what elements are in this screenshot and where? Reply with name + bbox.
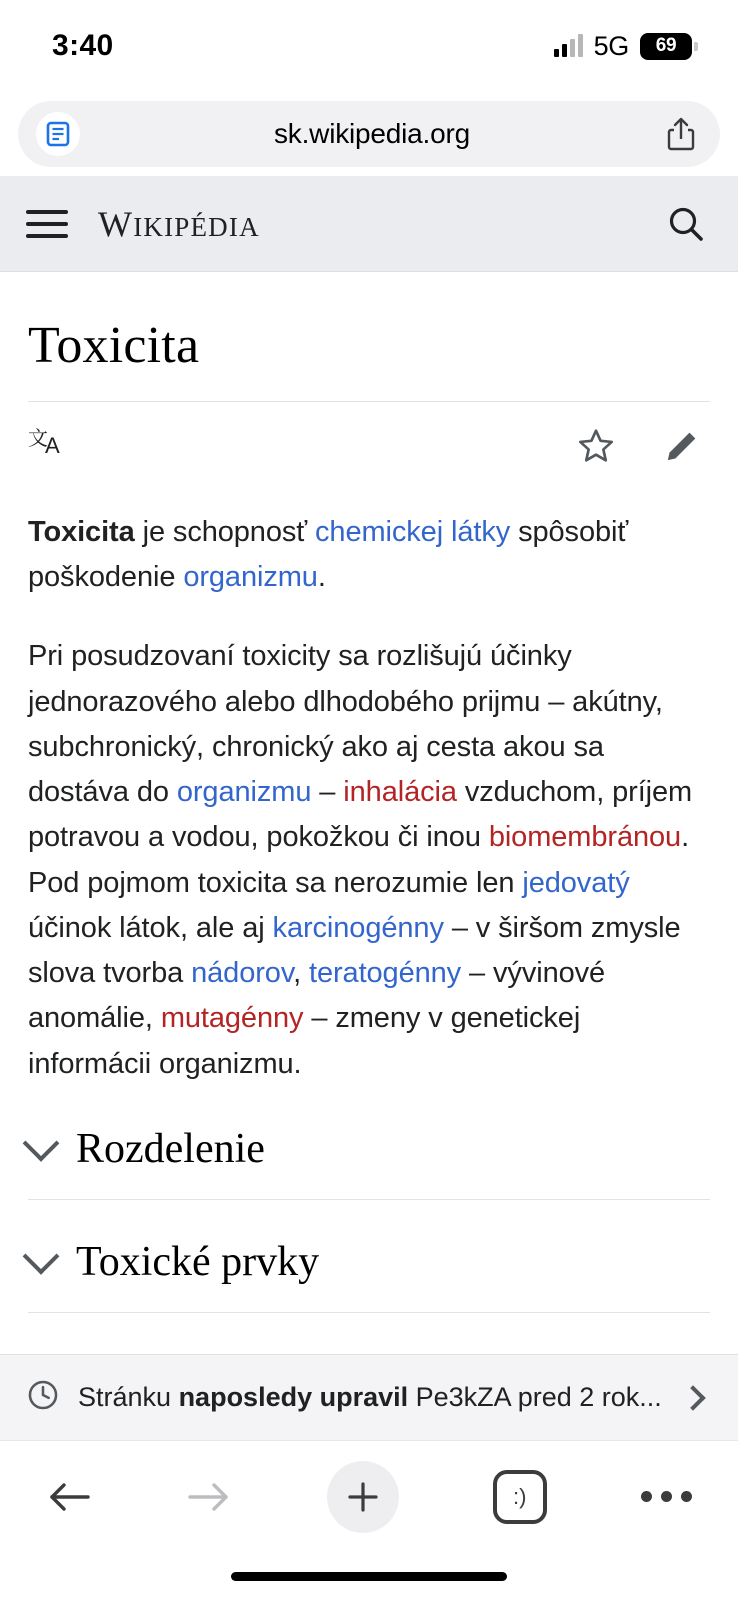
- network-type-label: 5G: [593, 30, 629, 61]
- link-mutagenny[interactable]: mutagénny: [160, 1002, 304, 1035]
- lead-bold-term: Toxicita: [28, 516, 135, 548]
- link-organizmu-2[interactable]: organizmu: [176, 776, 312, 809]
- page-title: Toxicita: [28, 317, 200, 374]
- battery-percent: 69: [655, 35, 677, 56]
- star-watch-icon[interactable]: [576, 426, 616, 471]
- last-edited-text: [78, 1382, 666, 1413]
- body-text-8: – vývinové anomálie,: [28, 957, 606, 1035]
- link-organizmu-1[interactable]: organizmu: [183, 561, 318, 594]
- forward-arrow-icon[interactable]: [186, 1477, 232, 1517]
- last-edited-bar[interactable]: [0, 1354, 738, 1440]
- address-bar[interactable]: [18, 101, 720, 167]
- body-text-6: – v širšom zmysle slova tvorba: [28, 911, 681, 990]
- lead-paragraph: [28, 510, 710, 600]
- tabs-button[interactable]: [493, 1470, 547, 1524]
- body-text-3: vzduchom, príjem potravou a vodou, pokožkou či inou: [28, 776, 693, 854]
- language-icon[interactable]: [28, 425, 72, 472]
- tabs-label: :): [513, 1483, 527, 1509]
- link-inhalacia[interactable]: inhalácia: [343, 776, 457, 809]
- article-toolbar: [28, 402, 710, 494]
- link-chemickej-latky[interactable]: chemickej látky: [315, 516, 511, 548]
- section-divider-2: [28, 1312, 710, 1313]
- link-nadorov[interactable]: nádorov: [191, 957, 294, 990]
- body-text-2: –: [311, 776, 344, 809]
- status-indicators: [554, 31, 692, 62]
- more-ellipsis-icon[interactable]: [641, 1491, 692, 1502]
- home-indicator[interactable]: [231, 1572, 507, 1581]
- link-teratogenny[interactable]: teratogénny: [309, 957, 462, 990]
- signal-bars-icon: [554, 35, 583, 57]
- section-title: Toxické prvky: [76, 1238, 320, 1285]
- le-prefix: Stránku: [78, 1382, 179, 1412]
- svg-text:A: A: [45, 432, 60, 458]
- wordmark-w: W: [98, 203, 134, 244]
- chevron-right-icon: [680, 1385, 705, 1410]
- wikipedia-wordmark[interactable]: [98, 203, 664, 245]
- article-actions: [576, 426, 710, 471]
- battery-indicator: [640, 33, 692, 60]
- plus-icon: [345, 1479, 381, 1515]
- chevron-down-icon: [23, 1238, 60, 1275]
- new-tab-button[interactable]: [327, 1461, 399, 1533]
- home-indicator-area: [0, 1552, 738, 1600]
- wikipedia-header: [0, 176, 738, 272]
- svg-text:文: 文: [28, 427, 48, 450]
- tabs-icon: [493, 1470, 547, 1524]
- body-text-7: ,: [293, 957, 309, 990]
- section-divider-1: [28, 1199, 710, 1200]
- lead-text-1: je schopnosť: [134, 516, 316, 548]
- body-paragraph: [28, 634, 710, 1086]
- lead-text-2: spôsobiť poškodenie: [28, 516, 629, 594]
- back-arrow-icon[interactable]: [46, 1477, 92, 1517]
- link-biomembranou[interactable]: biomembránou: [488, 821, 682, 854]
- section-title: Rozdelenie: [76, 1125, 265, 1172]
- link-karcinogenny[interactable]: karcinogénny: [272, 911, 444, 944]
- reader-view-icon[interactable]: [36, 112, 80, 156]
- le-bold: naposledy upravil: [178, 1382, 409, 1412]
- status-bar: [0, 0, 738, 92]
- url-bar-container: [0, 92, 738, 176]
- chevron-down-icon: [23, 1125, 60, 1162]
- article-content: [0, 272, 738, 1354]
- pencil-edit-icon[interactable]: [662, 426, 702, 471]
- section-header-toxicke-prvky[interactable]: [28, 1238, 710, 1286]
- status-time: 3:40: [52, 29, 114, 62]
- browser-toolbar: [0, 1440, 738, 1552]
- le-suffix: Pe3kZA pred 2 rok...: [408, 1382, 662, 1412]
- body-text-4: . Pod pojmom toxicita sa nerozumie len: [28, 821, 690, 899]
- body-text-9: – zmeny v genetickej informácii organizmu.: [28, 1002, 581, 1080]
- url-text[interactable]: sk.wikipedia.org: [274, 118, 470, 149]
- search-icon[interactable]: [664, 202, 708, 246]
- link-jedovaty[interactable]: jedovatý: [522, 866, 630, 899]
- clock-history-icon: [26, 1378, 60, 1417]
- body-text-5: účinok látok, ale aj: [28, 911, 273, 944]
- wordmark-rest: IKIPÉDIA: [133, 211, 260, 242]
- body-text-1: Pri posudzovaní toxicity sa rozlišujú účinky jednorazového alebo dlhodobého prijmu – akútny, subchronický, chronický ako aj cesta akou sa dostáva do: [28, 640, 663, 809]
- section-header-rozdelenie[interactable]: [28, 1125, 710, 1173]
- hamburger-menu-icon[interactable]: [26, 210, 68, 238]
- lead-text-3: .: [317, 561, 326, 594]
- share-icon[interactable]: [664, 114, 698, 154]
